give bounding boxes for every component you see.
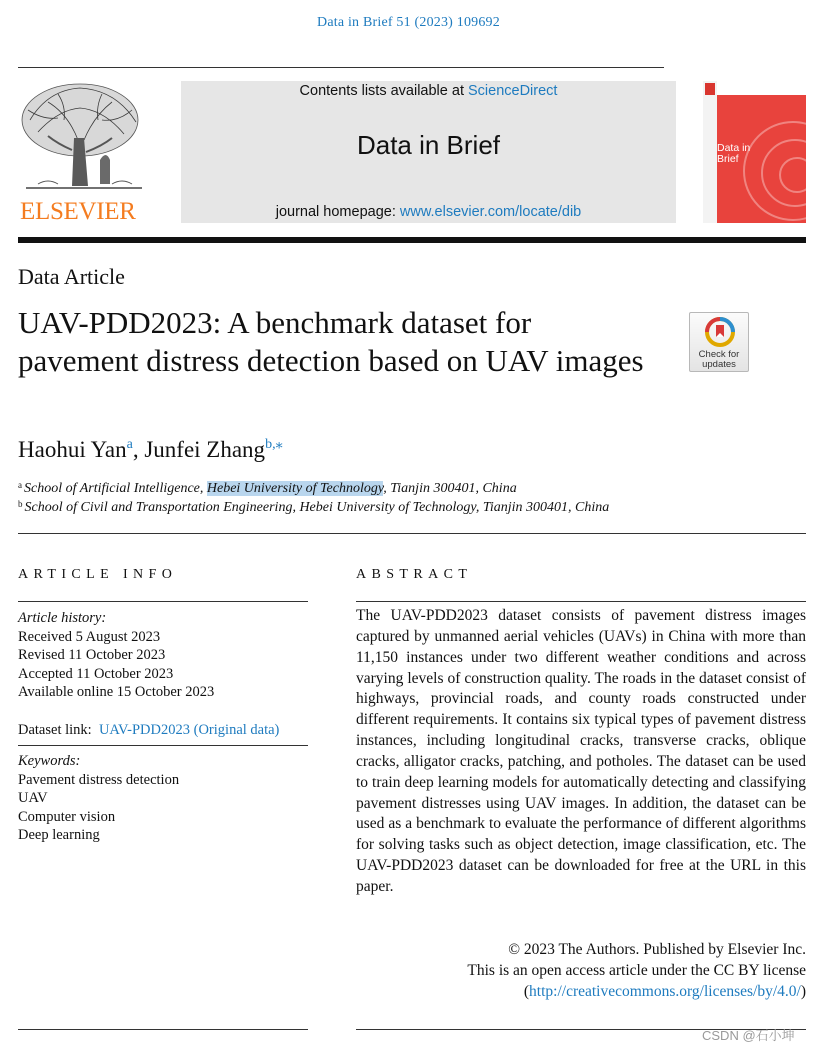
author-list: Haohui Yan$^a$, Junfei Zhang$^{b,⁎}$ — [18, 437, 283, 462]
keywords — [18, 752, 179, 845]
journal-cover-thumbnail[interactable] — [703, 81, 806, 223]
crossmark-label: Check for updates — [698, 349, 740, 370]
csdn-watermark: CSDN @石小坤 — [702, 1028, 795, 1043]
license-url-link[interactable]: http://creativecommons.org/licenses/by/4.0/ — [529, 983, 801, 1000]
highlighted-selection[interactable]: Hebei University of Technology — [206, 481, 384, 496]
header-thick-rule — [18, 237, 806, 243]
article-title: UAV-PDD2023: A benchmark dataset for pavement distress detection based on UAV images — [18, 305, 644, 378]
author-name: Junfei Zhang — [144, 437, 266, 462]
homepage-line: journal homepage: www.elsevier.com/locate/dib — [275, 204, 582, 220]
contents-line: Contents lists available at ScienceDirect — [299, 83, 558, 99]
sciencedirect-link[interactable]: ScienceDirect — [468, 83, 558, 99]
dataset-link-row — [18, 721, 279, 740]
abstract-heading: ABSTRACT — [356, 567, 473, 582]
journal-name: Data in Brief — [356, 130, 501, 160]
keyword: Computer vision — [18, 808, 116, 825]
check-for-updates-badge[interactable] — [689, 312, 749, 372]
keyword: UAV — [18, 790, 48, 806]
journal-banner — [181, 81, 676, 223]
history-online: Available online 15 October 2023 — [18, 684, 215, 700]
history-accepted: Accepted 11 October 2023 — [18, 665, 174, 682]
article-type: Data Article — [18, 264, 125, 289]
affiliation-b: $^b$ School of Civil and Transportation Engineering, Hebei University of Technology, Tianjin 300401, China — [18, 499, 610, 515]
crossmark-icon — [705, 317, 735, 347]
header-divider — [18, 67, 664, 68]
abstract-body: The UAV-PDD2023 dataset consists of pavement distress images captured by unmanned aerial vehicles (UAVs) in China with more than 11,150 instances under two different weather conditions and across varying levels of construction quality. The roads in the dataset consist of highways, provincial roads, and county roads constructed under different requirements. It contains six typical types of pavement distress instances, including longitudinal cracks, transverse cracks, oblique cracks, alligator cracks, patching, and potholes. The dataset can be used to train deep learning models for automatically detecting and classifying pavement distresses using UAV images. In addition, the dataset can be used as a benchmark to evaluate the performance of different algorithms for solving tasks such as object detection, image classification, etc. The UAV-PDD2023 dataset can be downloaded for free at the URL in this paper. — [356, 607, 806, 895]
history-received: Received 5 August 2023 — [18, 628, 161, 645]
article-info-heading: ARTICLE INFO — [18, 567, 178, 582]
article-history — [18, 609, 214, 702]
keyword: Deep learning — [18, 827, 100, 843]
tree-of-knowledge-icon — [18, 80, 150, 198]
license-line: This is an open access article under the CC BY license — [467, 962, 806, 979]
affiliation-a: $^a$ School of Artificial Intelligence, Hebei University of Technology, Tianjin 300401, China — [18, 480, 517, 496]
license-url-line: (http://creativecommons.org/licenses/by/4.0/) — [523, 983, 806, 1000]
copyright-line: © 2023 The Authors. Published by Elsevier Inc. — [508, 941, 806, 958]
elsevier-wordmark: ELSEVIER — [20, 198, 136, 225]
author-name: Haohui Yan — [18, 437, 127, 462]
keywords-label: Keywords: — [18, 753, 81, 769]
section-divider — [18, 533, 806, 534]
history-label: Article history: — [18, 610, 107, 626]
elsevier-logo — [18, 80, 150, 226]
keyword: Pavement distress detection — [18, 771, 180, 788]
dataset-link[interactable]: UAV-PDD2023 (Original data) — [98, 722, 280, 738]
journal-homepage-link[interactable]: www.elsevier.com/locate/dib — [399, 204, 582, 220]
author-affiliation-marker[interactable]: a — [126, 437, 133, 452]
history-revised: Revised 11 October 2023 — [18, 647, 166, 663]
journal-citation: Data in Brief 51 (2023) 109692 — [317, 15, 500, 30]
author-affiliation-marker[interactable]: b,⁎ — [265, 437, 283, 452]
dataset-label: Dataset link: — [18, 722, 92, 738]
cover-title: Data in Brief — [717, 142, 751, 165]
cover-publisher-mark-icon — [705, 83, 715, 95]
